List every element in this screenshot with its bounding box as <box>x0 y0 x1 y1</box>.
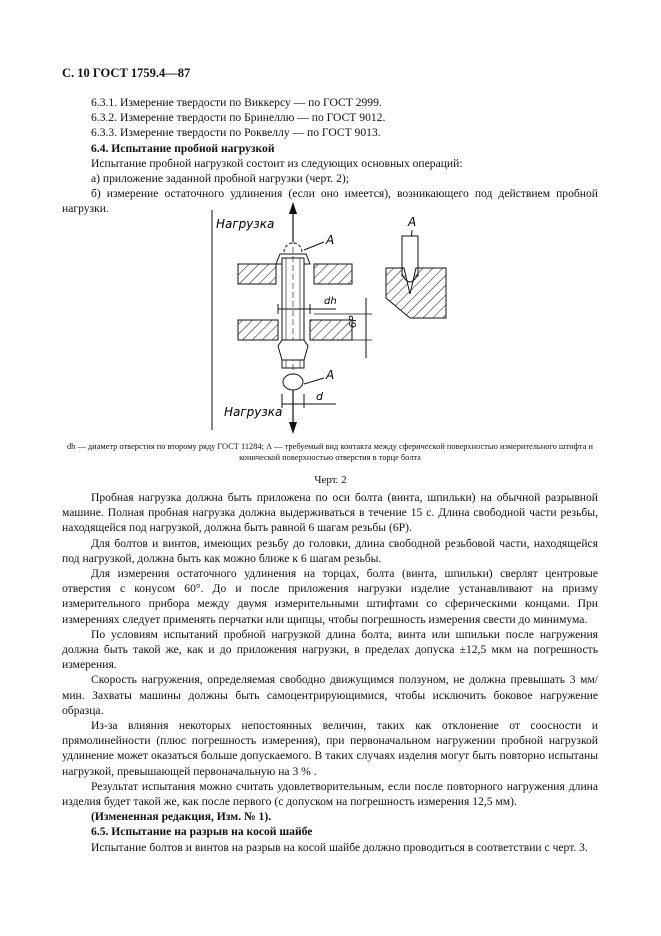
paragraph-6: Из-за влияния некоторых непостоянных величин, таких как отклонение от соосности и прямолинейности (плюс погрешность измерения), при первоначальном нагружении пробной нагрузкой удлинение может оказаться больше допускаемого. В таких случаях изделия могут быть повторно испытаны нагрузкой, превышающей первоначальную на 3 % . <box>62 719 598 778</box>
label-dh: dh <box>324 296 337 307</box>
paragraph-3: Для измерения остаточного удлинения на торцах, болта (винта, шпильки) сверлят центровые отверстия с конусом 60°. До и после приложения нагрузки изделие устанавливают на призму измерительного прибора между двумя измерительными штифтами со сферическими концами. При измерениях следует применять перчатки или щипцы, чтобы погрешность измерения свести до минимума. <box>62 567 598 626</box>
section-64-item-b: б) измерение остаточного удлинения (если оно имеется), возникающего под действием пробной нагрузки. <box>62 187 598 216</box>
load-label-top: Нагрузка <box>216 217 275 231</box>
lower-plate-left <box>238 320 278 340</box>
lower-text-block <box>62 490 598 855</box>
label-a-detail: А <box>408 215 417 229</box>
section-64-title: 6.4. Испытание пробной нагрузкой <box>91 141 275 155</box>
figure-2-diagram <box>196 198 486 438</box>
page-header: С. 10 ГОСТ 1759.4—87 <box>62 66 191 80</box>
figure-title: Черт. 2 <box>314 474 347 486</box>
item-632: 6.3.2. Измерение твердости по Бринеллю — по ГОСТ 9012. <box>91 111 386 125</box>
lower-plate-right <box>310 320 352 340</box>
figure-caption: dh — диаметр отверстия по второму ряду ГОСТ 11284; А — требуемый вид контакта между сферической поверхностью измерительного штифта и конической поверхностью отверстия в торце болта <box>66 442 593 462</box>
label-a-top: А <box>326 233 335 247</box>
amendment-note: (Измененная редакция, Изм. № 1). <box>91 810 272 824</box>
label-6p: 6P <box>348 315 359 328</box>
section-64-intro: Испытание пробной нагрузкой состоит из следующих основных операций: <box>91 156 463 170</box>
paragraph-5: Скорость нагружения, определяемая свободно движущимся ползуном, не должна превышать 3 мм/мин. Захваты машины должны быть самоцентрирующимися, чтобы исключить боковое нагружение образца. <box>62 673 598 717</box>
paragraph-7: Результат испытания можно считать удовлетворительным, если после повторного нагружения длина изделия будет такой же, как после первого (с допуском на погрешность измерения 12,5 мм). <box>62 779 598 809</box>
paragraph-4: По условиям испытаний пробной нагрузкой длина болта, винта или шпильки после нагружения должна быть такой же, как и до приложения нагрузки, в пределах допуска ±12,5 мкм на погрешность измерения. <box>62 627 598 672</box>
paragraph-2: Для болтов и винтов, имеющих резьбу до головки, длина свободной резьбовой части, находящейся под нагрузкой, должна быть как можно ближе к 6 шагам резьбы. <box>62 536 598 565</box>
upper-plate-right <box>314 264 352 284</box>
load-label-bottom: Нагрузка <box>224 405 283 419</box>
bottom-nut <box>278 340 308 360</box>
label-a-bottom: А <box>326 368 335 382</box>
paragraph-1: Пробная нагрузка должна быть приложена по оси болта (винта, шпильки) на обычной разрывной машине. Полная пробная нагрузка должна выдерживаться в течение 15 с. Длина свободной части резьбы, находящейся под нагрузкой, должна быть равной 6 шагам резьбы (6P). <box>62 491 598 535</box>
item-633: 6.3.3. Измерение твердости по Роквеллу — по ГОСТ 9013. <box>91 126 381 140</box>
section-64-item-a: а) приложение заданной пробной нагрузки (черт. 2); <box>91 172 349 186</box>
detail-section <box>386 268 446 318</box>
section-65-title: 6.5. Испытание на разрыв на косой шайбе <box>91 825 313 839</box>
section-65-text: Испытание болтов и винтов на разрыв на косой шайбе должно проводиться в соответствии с черт. 3. <box>91 840 588 854</box>
upper-plate-left <box>238 264 276 284</box>
label-d: d <box>316 390 323 403</box>
item-631: 6.3.1. Измерение твердости по Виккерсу — по ГОСТ 2999. <box>91 96 382 109</box>
